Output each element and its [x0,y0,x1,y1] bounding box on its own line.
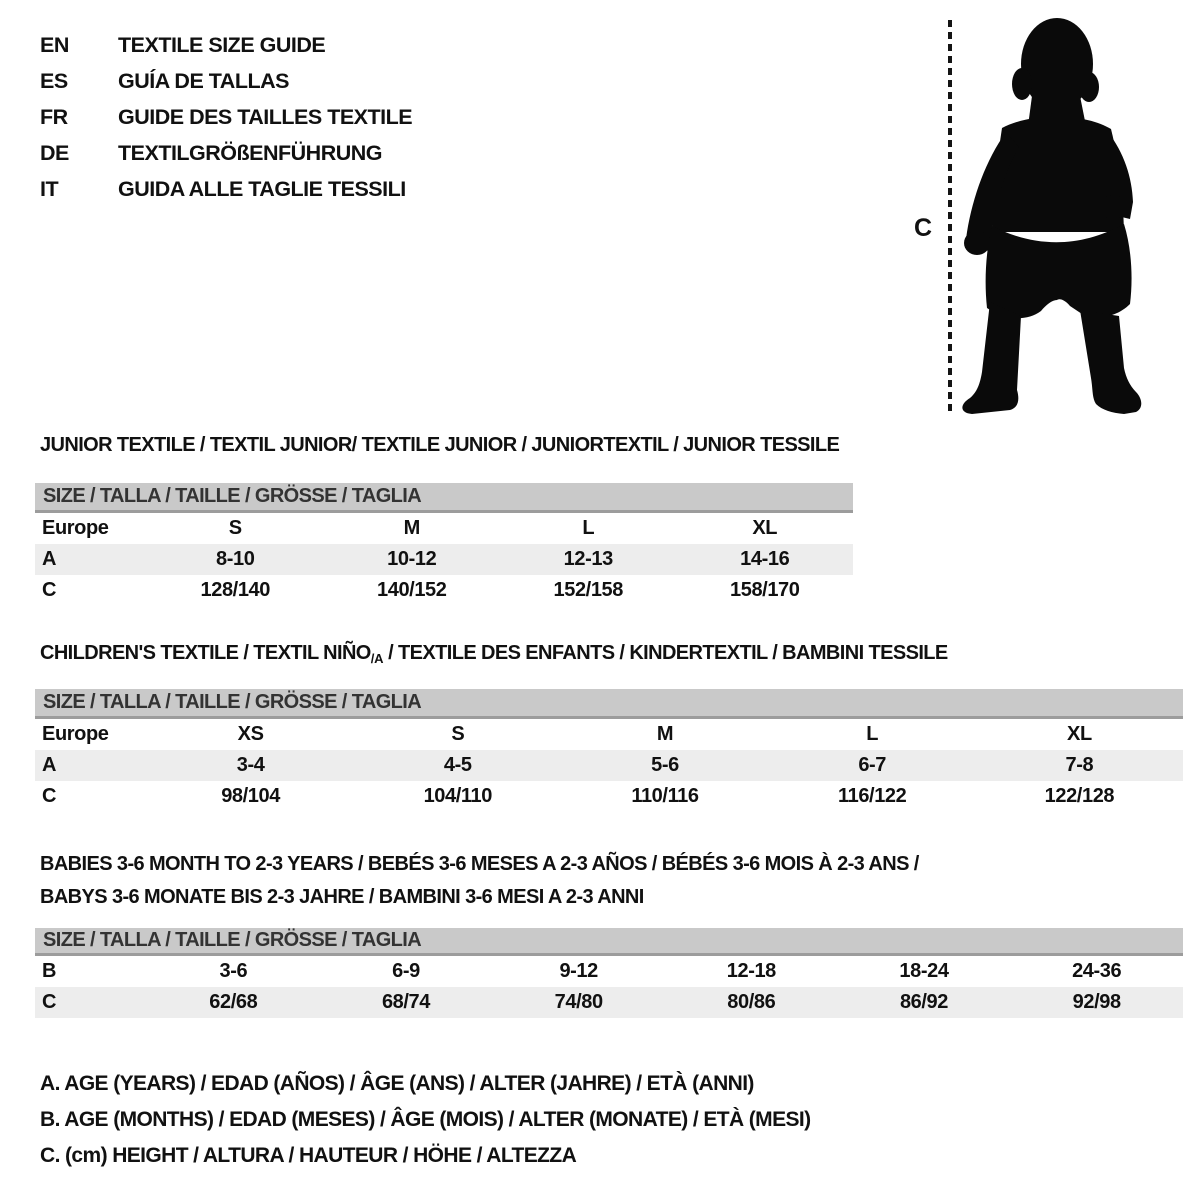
size-cell: XS [237,723,264,745]
age-cell: 7-8 [1065,754,1094,776]
height-cell: 74/80 [554,991,603,1013]
size-cell: S [228,517,242,539]
height-cell: 92/98 [1072,991,1121,1013]
size-cell: L [866,723,879,745]
children-title-suffix: / TEXTILE DES ENFANTS / KINDERTEXTIL / BAMBINI TESSILE [383,642,948,664]
height-cell: 98/104 [221,785,280,807]
row-label: Europe [42,517,109,539]
table-row-europe [35,719,1183,750]
size-cell: XL [1067,723,1092,745]
language-code: FR [40,105,68,129]
language-title-list [40,27,412,207]
height-cell: 110/116 [631,785,699,807]
age-cell: 4-5 [443,754,472,776]
legend-line-a: A. AGE (YEARS) / EDAD (AÑOS) / ÂGE (ANS) / ALTER (JAHRE) / ETÀ (ANNI) [40,1072,754,1095]
row-label: A [42,754,57,776]
babies-size-table [35,928,1183,1018]
height-cell: 152/158 [553,579,623,601]
size-table-header: SIZE / TALLA / TAILLE / GRÖSSE / TAGLIA [35,689,1183,719]
row-label: C [42,785,57,807]
age-cell: 14-16 [740,548,790,570]
language-title: TEXTILGRÖßENFÜHRUNG [118,141,383,165]
table-row-age-years [35,544,853,575]
age-cell: 6-7 [858,754,887,776]
height-cell: 86/92 [899,991,949,1013]
language-title: GUIDE DES TAILLES TEXTILE [118,105,413,129]
age-cell: 18-24 [899,960,949,982]
age-cell: 9-12 [559,960,598,982]
language-row-es [40,63,412,99]
language-code: DE [40,141,69,165]
age-cell: 3-6 [219,960,248,982]
height-cell: 116/122 [837,785,907,807]
table-row-height-cm [35,575,853,606]
row-label: A [42,548,57,570]
babies-title-line1: BABIES 3-6 MONTH TO 2-3 YEARS / BEBÉS 3-6 MESES A 2-3 AÑOS / BÉBÉS 3-6 MOIS À 2-3 ANS / [40,853,919,875]
age-cell: 8-10 [216,548,255,570]
language-title: GUIDA ALLE TAGLIE TESSILI [118,177,406,201]
language-row-de [40,135,412,171]
table-row-height-cm [35,781,1183,812]
language-row-en [40,27,412,63]
height-cell: 140/152 [377,579,447,601]
toddler-silhouette-icon [880,0,1200,430]
height-cell: 158/170 [730,579,800,601]
age-cell: 10-12 [387,548,437,570]
height-cell: 62/68 [209,991,258,1013]
children-size-table [35,689,1183,812]
language-title: TEXTILE SIZE GUIDE [118,33,326,57]
size-cell: M [656,723,674,745]
height-cell: 104/110 [423,785,492,807]
age-cell: 6-9 [392,960,420,982]
table-row-europe [35,513,853,544]
table-row-height-cm [35,987,1183,1018]
table-row-age-months [35,956,1183,987]
age-cell: 24-36 [1072,960,1122,982]
size-cell: L [582,517,595,539]
junior-size-table [35,483,853,606]
babies-title-line2: BABYS 3-6 MONATE BIS 2-3 JAHRE / BAMBINI 3-6 MESI A 2-3 ANNI [40,886,644,908]
age-cell: 5-6 [651,754,679,776]
height-cell: 80/86 [727,991,776,1013]
children-title-subscript: /A [370,651,384,666]
row-label: C [42,579,57,601]
children-section-title [40,642,948,666]
height-cell: 122/128 [1044,785,1115,807]
row-label: Europe [42,723,109,745]
height-cell: 68/74 [381,991,431,1013]
language-code: ES [40,69,68,93]
row-label: C [42,991,57,1013]
row-label: B [42,960,57,982]
legend-line-b: B. AGE (MONTHS) / EDAD (MESES) / ÂGE (MOIS) / ALTER (MONATE) / ETÀ (MESI) [40,1108,811,1131]
legend-line-c: C. (cm) HEIGHT / ALTURA / HAUTEUR / HÖHE / ALTEZZA [40,1144,577,1167]
language-code: IT [40,177,59,201]
size-table-header: SIZE / TALLA / TAILLE / GRÖSSE / TAGLIA [35,483,853,513]
junior-section-title: JUNIOR TEXTILE / TEXTIL JUNIOR/ TEXTILE JUNIOR / JUNIORTEXTIL / JUNIOR TESSILE [40,434,840,456]
age-cell: 12-13 [563,548,613,570]
children-title-prefix: CHILDREN'S TEXTILE / TEXTIL NIÑO [40,642,371,664]
age-cell: 12-18 [726,960,776,982]
size-cell: S [451,723,465,745]
height-cell: 128/140 [200,579,270,601]
babies-section-title [40,848,919,914]
size-table-header: SIZE / TALLA / TAILLE / GRÖSSE / TAGLIA [35,928,1183,956]
language-code: EN [40,33,69,57]
language-title: GUÍA DE TALLAS [118,69,289,93]
language-row-fr [40,99,412,135]
size-cell: M [403,517,420,539]
height-label-c: C [914,214,932,242]
table-row-age-years [35,750,1183,781]
age-cell: 3-4 [236,754,265,776]
legend [40,1066,811,1174]
size-cell: XL [752,517,778,539]
language-row-it [40,171,412,207]
